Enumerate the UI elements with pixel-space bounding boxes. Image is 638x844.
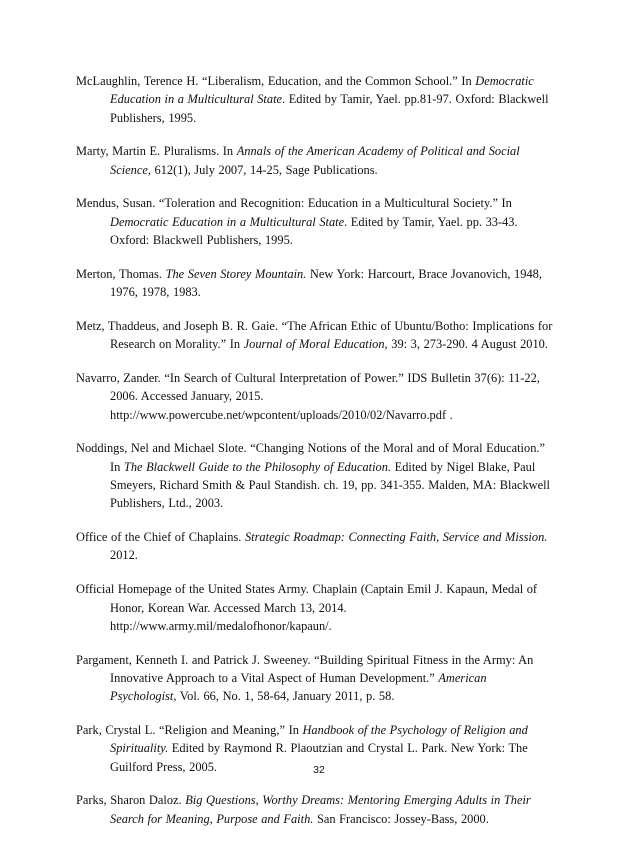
entry-text: 39: 3, 273-290. 4 August 2010. — [387, 337, 548, 352]
entry-italic-text: Democratic Education in a Multicultural State — [110, 74, 534, 107]
entry-text: Office of the Chief of Chaplains. — [76, 530, 245, 545]
bibliography-entry — [76, 369, 554, 424]
entry-text: Marty, Martin E. Pluralisms. In — [76, 144, 237, 159]
entry-italic-text: Big Questions, Worthy Dreams: Mentoring Emerging Adults in Their Search for Meaning, Purpose and Faith. — [110, 793, 531, 826]
entry-text: New York: Harcourt, Brace Jovanovich, 1948, 1976, 1978, 1983. — [110, 266, 542, 300]
entry-italic-text: The Seven Storey Mountain. — [165, 266, 307, 281]
bibliography-list — [76, 72, 554, 844]
entry-text: 612(1), July 2007, 14-25, Sage Publications. — [150, 162, 378, 177]
entry-text: Park, Crystal L. “Religion and Meaning,” In — [76, 723, 303, 738]
entry-italic-text: The Blackwell Guide to the Philosophy of Education. — [123, 459, 392, 474]
entry-text: Edited by Raymond R. Plaoutzian and Crystal L. Park. New York: The Guilford Press, 2005. — [110, 741, 528, 774]
entry-italic-text: Strategic Roadmap: Connecting Faith, Service and Mission. — [244, 530, 548, 545]
bibliography-entry — [76, 317, 554, 354]
entry-text: Merton, Thomas. — [76, 266, 166, 281]
entry-text: . Edited by Tamir, Yael. pp. 33-43. Oxford: Blackwell Publishers, 1995. — [110, 214, 518, 248]
page-number: 32 — [313, 764, 325, 776]
entry-italic-text: American Psychologist, — [110, 670, 487, 704]
entry-text: Navarro, Zander. “In Search of Cultural Interpretation of Power.” IDS Bulletin 37(6): 11-22, 2006. Accessed January, 2015. http://www.powercube.net/wpcontent/uploads/2010/02/Navarro.pdf . — [76, 371, 540, 422]
entry-text: San Francisco: Jossey-Bass, 2000. — [313, 811, 489, 826]
bibliography-entry — [76, 528, 554, 565]
entry-text: Mendus, Susan. “Toleration and Recognition: Education in a Multicultural Society.” In — [76, 196, 512, 211]
bibliography-entry — [76, 651, 554, 706]
entry-text: Pargament, Kenneth I. and Patrick J. Sweeney. “Building Spiritual Fitness in the Army: An Innovative Approach to a Vital Aspect of Human Development.” — [76, 652, 534, 685]
entry-text: Official Homepage of the United States Army. Chaplain (Captain Emil J. Kapaun, Medal of Honor, Korean War. Accessed March 13, 2014. http://www.army.mil/medalofhonor/kapaun/. — [76, 582, 538, 633]
bibliography-entry — [76, 791, 554, 828]
entry-text: Vol. 66, No. 1, 58-64, January 2011, p. 58. — [176, 689, 395, 704]
bibliography-entry — [76, 580, 554, 635]
entry-text: McLaughlin, Terence H. “Liberalism, Education, and the Common School.” In — [76, 74, 476, 88]
bibliography-entry — [76, 72, 554, 127]
bibliography-entry — [76, 265, 554, 302]
entry-italic-text: Democratic Education in a Multicultural State — [110, 214, 345, 229]
bibliography-entry — [76, 439, 554, 512]
entry-italic-text: Handbook of the Psychology of Religion and Spirituality. — [110, 723, 528, 756]
entry-text: . Edited by Tamir, Yael. pp.81-97. Oxford: Blackwell Publishers, 1995. — [110, 92, 549, 125]
entry-text: Parks, Sharon Daloz. — [76, 793, 186, 808]
entry-text: Noddings, Nel and Michael Slote. “Changing Notions of the Moral and of Moral Education.” In — [76, 441, 545, 474]
entry-text: 2012. — [110, 548, 138, 563]
bibliography-entry — [76, 194, 554, 249]
entry-italic-text: Annals of the American Academy of Political and Social Science, — [110, 144, 520, 177]
entry-italic-text: Journal of Moral Education, — [243, 337, 388, 352]
entry-text: Metz, Thaddeus, and Joseph B. R. Gaie. “The African Ethic of Ubuntu/Botho: Implications for Research on Morality.” In — [76, 318, 553, 352]
entry-text: Edited by Nigel Blake, Paul Smeyers, Richard Smith & Paul Standish. ch. 19, pp. 341-355. Malden, MA: Blackwell Publishers, Ltd., 2003. — [110, 459, 550, 511]
bibliography-entry — [76, 142, 554, 179]
